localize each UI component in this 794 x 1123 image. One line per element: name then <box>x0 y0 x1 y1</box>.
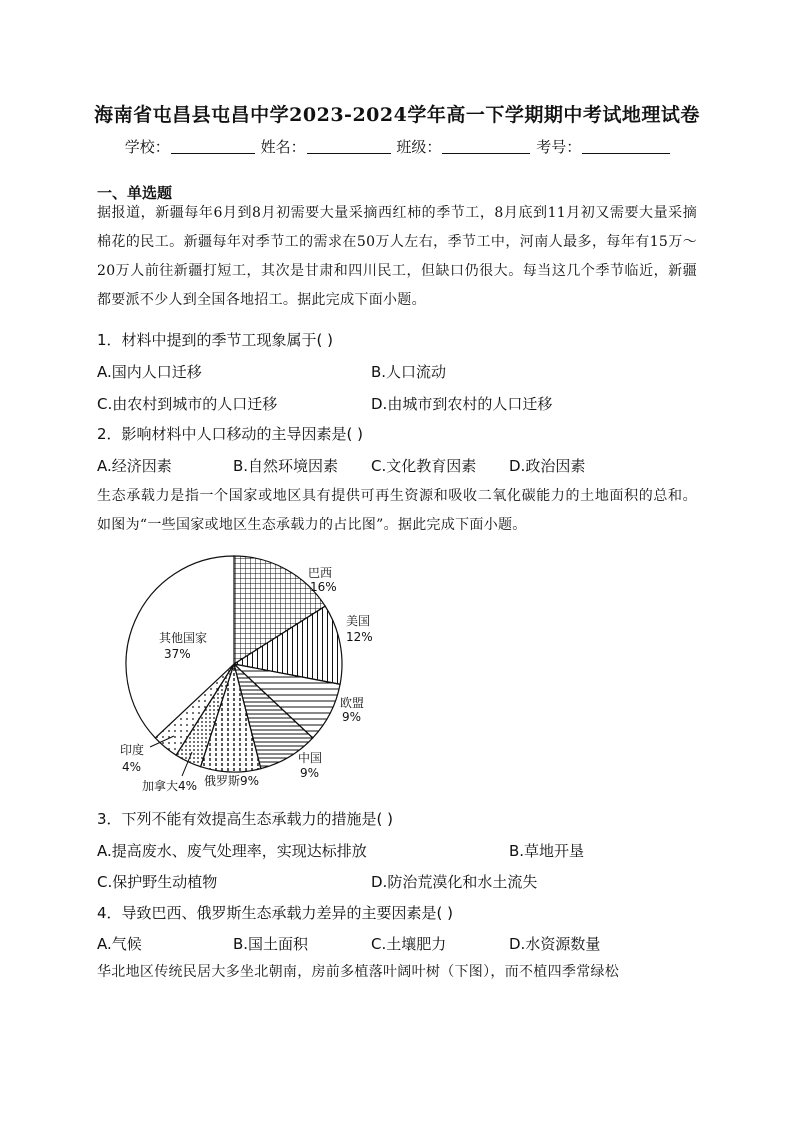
pie-label-india <box>120 742 144 774</box>
q4-option-d[interactable]: D.水资源数量 <box>509 935 601 953</box>
label-eu-name: 欧盟 <box>340 696 365 710</box>
section-title: 一、单选题 <box>97 184 173 202</box>
q1-option-a[interactable]: A.国内人口迁移 <box>97 363 202 381</box>
q3-option-a[interactable]: A.提高废水、废气处理率，实现达标排放 <box>97 842 367 860</box>
label-russia: 俄罗斯9% <box>204 774 260 788</box>
q2-option-b[interactable]: B.自然环境因素 <box>233 457 339 475</box>
label-brazil-name: 巴西 <box>308 566 333 580</box>
passage-north-china-houses: 华北地区传统民居大多坐北朝南，房前多植落叶阔叶树（下图），而不植四季常绿松 <box>97 964 620 980</box>
label-usa-value: 12% <box>346 630 373 644</box>
q1-option-c[interactable]: C.由农村到城市的人口迁移 <box>97 395 278 413</box>
label-india-value: 4% <box>122 760 142 774</box>
question-2-stem: 2．影响材料中人口移动的主导因素是( ) <box>97 425 364 443</box>
q3-option-d[interactable]: D.防治荒漠化和水土流失 <box>371 873 538 891</box>
label-others-name: 其他国家 <box>159 631 208 645</box>
q3-option-c[interactable]: C.保护野生动植物 <box>97 873 218 891</box>
q1-option-b[interactable]: B.人口流动 <box>371 363 447 381</box>
label-canada: 加拿大4% <box>142 779 198 793</box>
label-china-value: 9% <box>300 766 320 780</box>
q1-option-d[interactable]: D.由城市到农村的人口迁移 <box>371 395 553 413</box>
class-blank[interactable] <box>442 139 530 154</box>
label-brazil-value: 16% <box>310 580 337 594</box>
pie-label-eu <box>340 696 364 724</box>
school-label: 学校： <box>124 138 170 156</box>
label-others-value: 37% <box>164 647 191 661</box>
q4-option-a[interactable]: A.气候 <box>97 935 142 953</box>
name-label: 姓名： <box>260 138 306 156</box>
class-label: 班级： <box>396 138 442 156</box>
exam-number-label: 考号： <box>536 138 582 156</box>
student-info-row <box>0 136 794 157</box>
q2-option-a[interactable]: A.经济因素 <box>97 457 172 475</box>
pie-label-usa <box>346 614 373 644</box>
label-usa-name: 美国 <box>346 614 371 628</box>
q2-option-c[interactable]: C.文化教育因素 <box>371 457 477 475</box>
pie-label-brazil <box>308 566 337 594</box>
label-eu-value: 9% <box>342 710 362 724</box>
question-1-stem: 1．材料中提到的季节工现象属于( ) <box>97 331 334 349</box>
ecological-capacity-pie-chart <box>100 548 420 798</box>
label-china-name: 中国 <box>298 751 323 765</box>
pie-label-china <box>298 750 322 780</box>
q3-option-b[interactable]: B.草地开垦 <box>509 842 585 860</box>
passage-seasonal-workers: 据报道，新疆每年6月到8月初需要大量采摘西红柿的季节工，8月底到11月初又需要大量采摘棉花的民工。新疆每年对季节工的需求在50万人左右，季节工中，河南人最多，每年有15万～20万人前往新疆打短工，其次是甘肃和四川民工，但缺口仍很大。每当这几个季节临近，新疆都要派不少人到全国各地招工。据此完成下面小题。 <box>97 205 697 308</box>
q4-option-b[interactable]: B.国土面积 <box>233 935 309 953</box>
question-3-stem: 3．下列不能有效提高生态承载力的措施是( ) <box>97 810 394 828</box>
q2-option-d[interactable]: D.政治因素 <box>509 457 586 475</box>
exam-number-blank[interactable] <box>582 139 670 154</box>
q4-option-c[interactable]: C.土壤肥力 <box>371 935 447 953</box>
exam-title: 海南省屯昌县屯昌中学2023-2024学年高一下学期期中考试地理试卷 <box>94 104 700 126</box>
label-india-name: 印度 <box>120 743 145 757</box>
passage-ecological-capacity: 生态承载力是指一个国家或地区具有提供可再生资源和吸收二氧化碳能力的土地面积的总和。如图为“一些国家或地区生态承载力的占比图”。据此完成下面小题。 <box>97 488 697 533</box>
school-blank[interactable] <box>171 139 255 154</box>
question-4-stem: 4．导致巴西、俄罗斯生态承载力差异的主要因素是( ) <box>97 904 454 922</box>
name-blank[interactable] <box>307 139 391 154</box>
